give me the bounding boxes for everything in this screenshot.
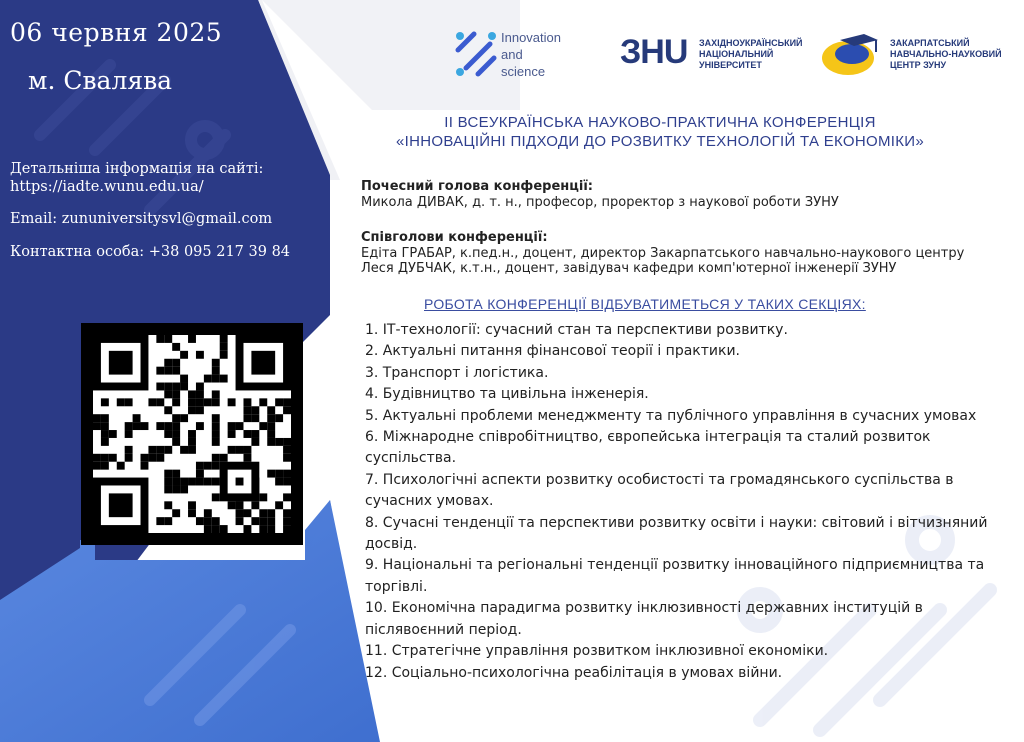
list-item: 9. Національні та регіональні тенденції розвитку інноваційного підприємництва та торгівлі.	[365, 557, 985, 595]
wunu-mark: ЗНU	[620, 33, 688, 71]
sections-list	[362, 320, 1002, 684]
zakarpattia-logo-text: ЗАКАРПАТСЬКИЙ НАВЧАЛЬНО-НАУКОВИЙ ЦЕНТР ЗУНУ	[890, 38, 1002, 70]
honorary-chair-label: Почесний голова конференції:	[361, 179, 593, 194]
website-link[interactable]: https://iadte.wunu.edu.ua/	[10, 179, 204, 195]
conference-title	[340, 113, 980, 151]
conference-title-line2: «ІННОВАЦІЙНІ ПІДХОДИ ДО РОЗВИТКУ ТЕХНОЛОГІЙ ТА ЕКОНОМІКИ»	[395, 133, 925, 150]
qr-code-pattern	[93, 335, 291, 533]
list-item: 12. Соціально-психологічна реабілітація в умовах війни.	[365, 664, 783, 681]
qr-code[interactable]	[81, 323, 303, 545]
sections-title: РОБОТА КОНФЕРЕНЦІЇ ВІДБУВАТИМЕТЬСЯ У ТАКИХ СЕКЦІЯХ:	[424, 296, 866, 312]
more-info-label: Детальніша інформація на сайті:	[10, 161, 264, 177]
honorary-chair-block	[361, 179, 839, 210]
cochair-1: Едіта ГРАБАР, к.пед.н., доцент, директор Закарпатського навчально-наукового центру	[361, 245, 965, 261]
list-item: 4. Будівництво та цивільна інженерія.	[365, 386, 649, 403]
cochairs-block	[361, 230, 964, 277]
zakarpattia-logo	[820, 32, 882, 82]
event-city: м. Свалява	[28, 66, 173, 95]
list-item: 2. Актуальні питання фінансової теорії і практики.	[365, 343, 741, 360]
circuit-icon	[452, 28, 498, 80]
list-item: 6. Міжнародне співробітництво, європейська інтеграція та сталий розвиток суспільства.	[365, 429, 931, 467]
list-item: 11. Стратегічне управління розвитком інклюзивної економіки.	[365, 643, 829, 660]
list-item: 3. Транспорт і логістика.	[365, 364, 549, 381]
graduation-cap-icon	[820, 32, 882, 78]
list-item: 8. Сучасні тенденції та перспективи розвитку освіти і науки: світовий і вітчизняний досвід.	[365, 514, 988, 553]
email-text[interactable]: Email: zununiversitysvl@gmail.com	[10, 211, 273, 227]
innovation-logo-text: Innovation and science	[501, 30, 561, 79]
event-date: 06 червня 2025	[10, 18, 223, 47]
conference-title-line1: ІІ ВСЕУКРАЇНСЬКА НАУКОВО-ПРАКТИЧНА КОНФЕРЕНЦІЯ	[444, 114, 876, 131]
contact-person: Контактна особа: +38 095 217 39 84	[10, 244, 291, 260]
list-item: 1. ІТ-технології: сучасний стан та перспективи розвитку.	[365, 322, 788, 338]
honorary-chair-name: Микола ДИВАК, д. т. н., професор, проректор з наукової роботи ЗУНУ	[361, 194, 839, 210]
cochairs-label: Співголови конференції:	[361, 230, 548, 245]
innovation-science-logo	[452, 28, 498, 84]
cochair-2: Леся ДУБЧАК, к.т.н., доцент, завідувач кафедри комп'ютерної інженерії ЗУНУ	[361, 261, 897, 276]
list-item: 5. Актуальні проблеми менеджменту та публічного управління в сучасних умовах	[365, 407, 977, 424]
list-item: 7. Психологічні аспекти розвитку особистості та громадянського суспільства в сучасних умовах.	[365, 471, 954, 510]
list-item: 10. Економічна парадигма розвитку інклюзивності державних інституцій в післявоєнний період.	[365, 600, 923, 638]
wunu-logo-text: ЗАХІДНОУКРАЇНСЬКИЙ НАЦІОНАЛЬНИЙ УНІВЕРСИТЕТ	[699, 38, 803, 70]
